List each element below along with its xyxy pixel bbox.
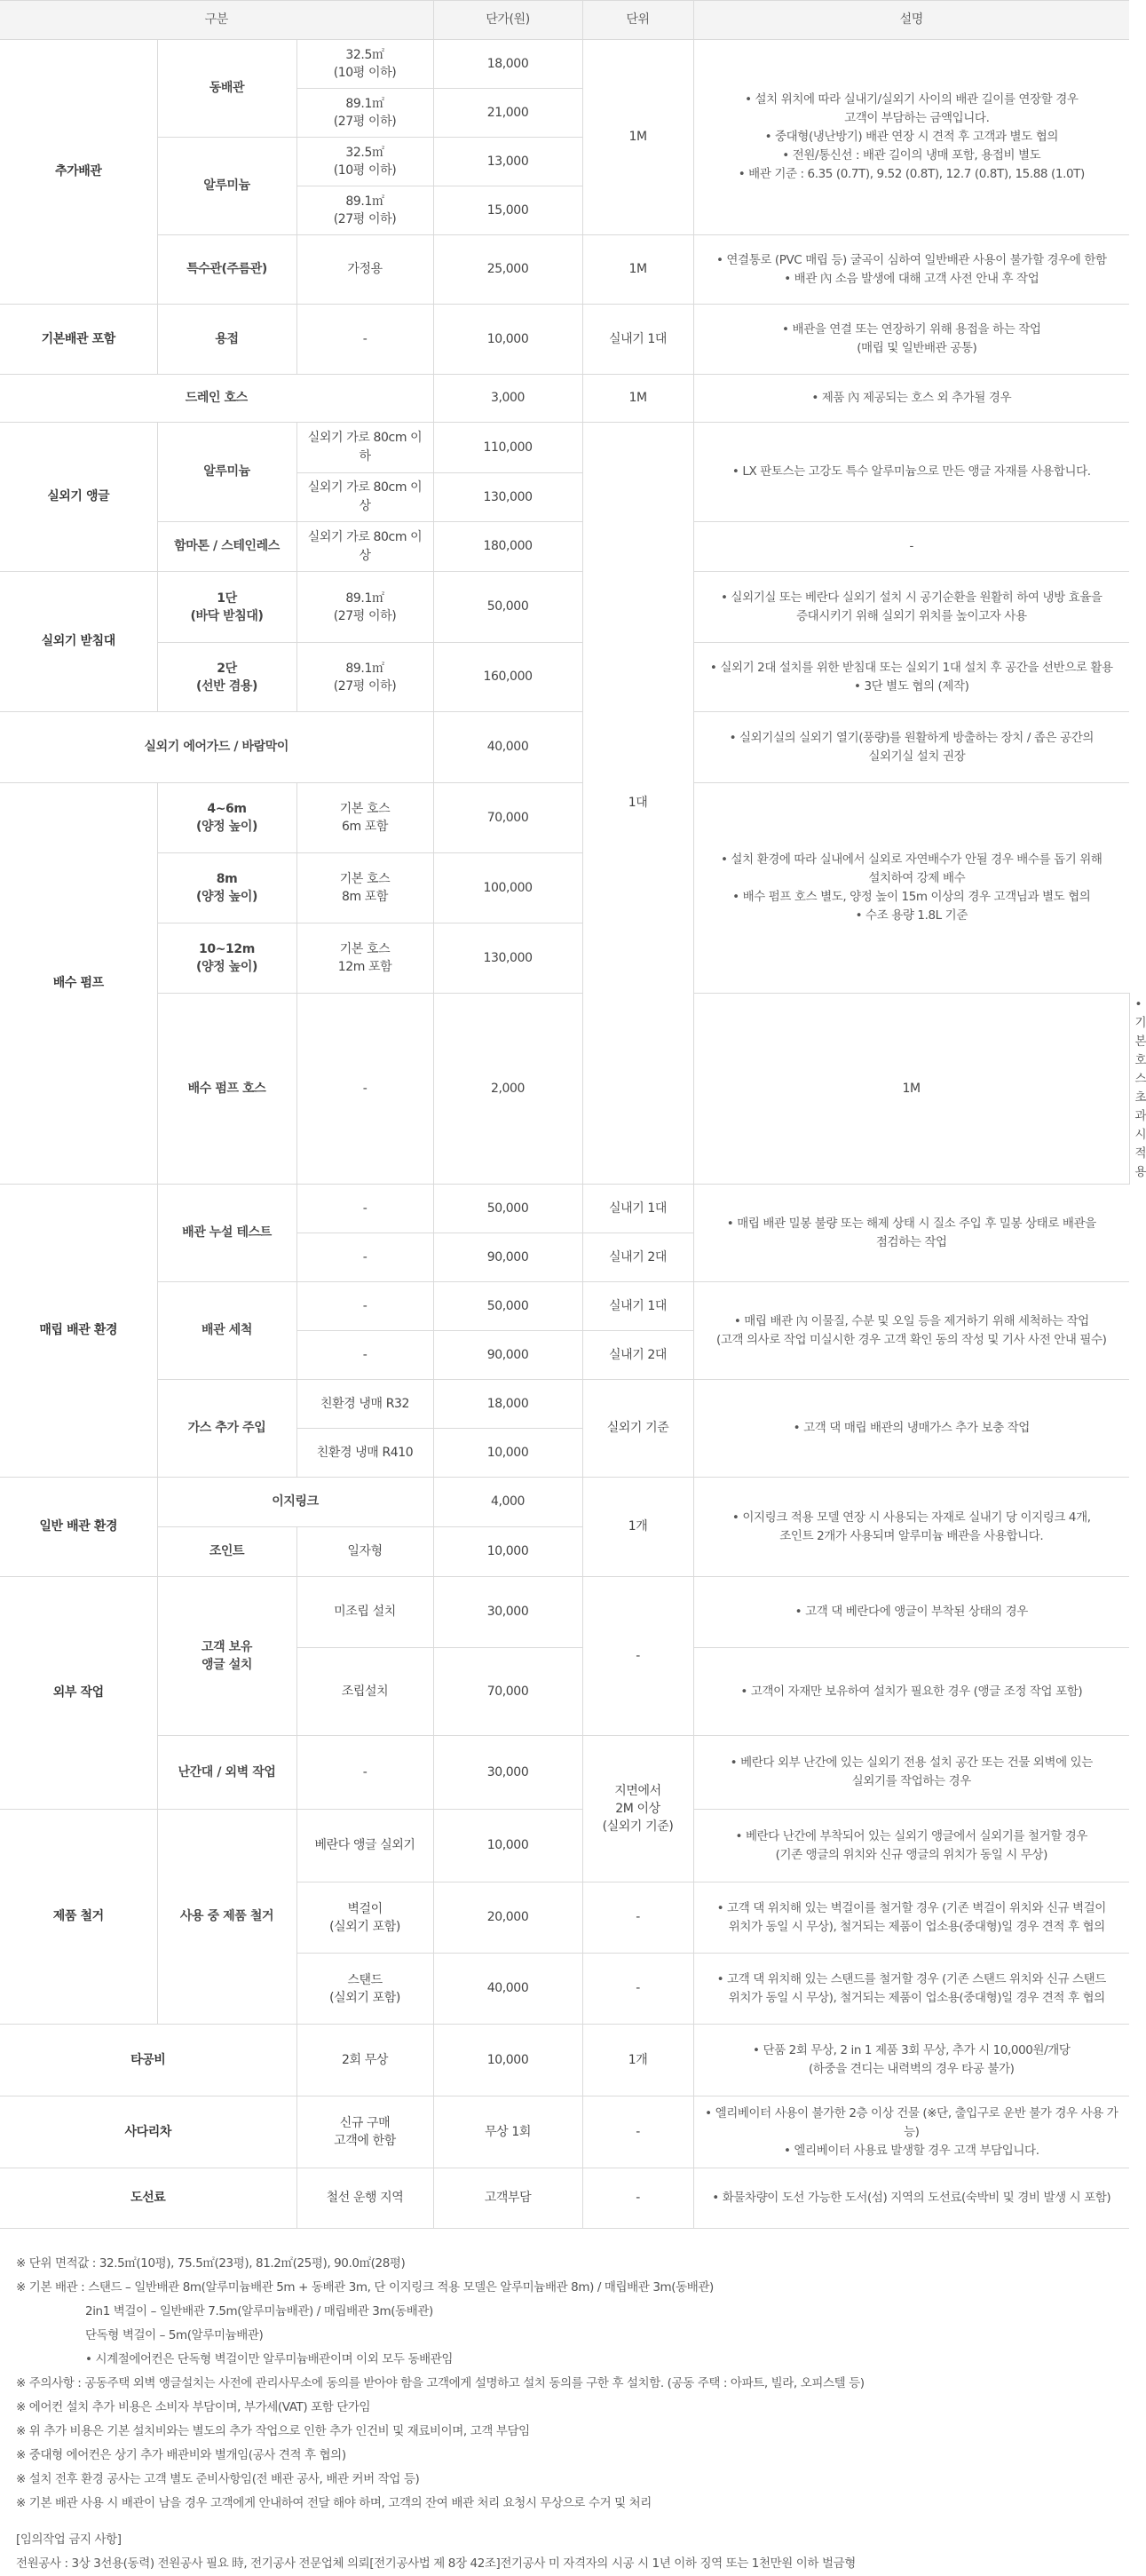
description-cell: [693, 305, 1129, 375]
table-row: 배수 펌프 호스 - 2,000 1M • 기본 호스 초과 시 적용: [0, 994, 1129, 1185]
spec-cell: 미조립 설치: [296, 1577, 433, 1648]
note-basic-pipe-sub: 단독형 벽걸이 – 5m(알루미늄배관): [85, 2328, 264, 2342]
price-cell: 70,000: [433, 1648, 582, 1736]
description-cell: [693, 643, 1129, 712]
unit-cell: 실내기 2대: [582, 1331, 693, 1380]
price-cell: 180,000: [433, 522, 582, 572]
item-pump-height: [157, 853, 296, 923]
item-pump-hose: 배수 펌프 호스: [157, 994, 296, 1185]
spec-line: (10평 이하): [333, 163, 397, 178]
spec-cell: -: [296, 1282, 433, 1331]
spec-cell: -: [296, 1185, 433, 1233]
table-row: [0, 305, 1129, 375]
description-cell: [693, 783, 1129, 994]
price-cell: 100,000: [433, 853, 582, 923]
item-special-pipe: 특수관(주름관): [157, 235, 296, 305]
spec-line: 8m 포함: [341, 890, 389, 904]
price-cell: 20,000: [433, 1882, 582, 1954]
item-drain-hose: 드레인 호스: [0, 375, 433, 423]
spec-line: 89.1㎡: [345, 97, 384, 111]
desc-line: • 중대형(냉난방기) 배관 연장 시 견적 후 고객과 별도 협의: [764, 130, 1058, 144]
item-pump-height: [157, 783, 296, 853]
table-row: [0, 1810, 1129, 1882]
category-general-pipe: 일반 배관 환경: [0, 1478, 157, 1577]
desc-line: • 엘리베이터 사용이 불가한 2층 이상 건물 (※단, 출입구로 운반 불가 경우 사용 가능): [705, 2105, 1118, 2139]
price-cell: 130,000: [433, 923, 582, 994]
price-cell: 10,000: [433, 1429, 582, 1478]
price-cell: 4,000: [433, 1478, 582, 1527]
price-cell: 90,000: [433, 1233, 582, 1282]
desc-line: • 배수 펌프 호스 별도, 양정 높이 15m 이상의 경우 고객님과 별도 협의: [732, 890, 1091, 904]
spec-line: 신규 구매: [339, 2116, 391, 2130]
item-removal: 사용 중 제품 철거: [157, 1810, 296, 2025]
desc-line: • 고객 댁 위치해 있는 스탠드를 철거할 경우 (기존 스탠드 위치와 신규 스탠드: [716, 1971, 1106, 1986]
item-aluminum: 알루미늄: [157, 138, 296, 235]
unit-line: 2M 이상: [615, 1802, 660, 1816]
category-ferry-fee: 도선료: [0, 2168, 296, 2229]
spec-cell: 2회 무상: [296, 2025, 433, 2096]
price-cell: 30,000: [433, 1577, 582, 1648]
unit-cell: -: [582, 1577, 693, 1736]
price-cell: 50,000: [433, 1282, 582, 1331]
description-cell: [693, 1478, 1129, 1577]
category-basic-pipe: 기본배관 포함: [0, 305, 157, 375]
unit-cell: 실내기 1대: [582, 1185, 693, 1233]
spec-cell: [296, 643, 433, 712]
desc-line: • 배관을 연결 또는 연장하기 위해 용접을 하는 작업: [782, 322, 1041, 337]
price-cell: 고객부담: [433, 2168, 582, 2229]
header-price: 단가(원): [433, 1, 582, 40]
category-outside-work: 외부 작업: [0, 1577, 157, 1810]
spec-line: 89.1㎡: [345, 194, 384, 209]
price-cell: 130,000: [433, 473, 582, 522]
unit-line: (실외기 기준): [602, 1819, 674, 1834]
description-cell: [693, 1882, 1129, 1954]
desc-line: (매립 및 일반배관 공통): [857, 341, 977, 355]
table-row: [0, 235, 1129, 305]
desc-line: • 고객 댁 위치해 있는 벽걸이를 철거할 경우 (기존 벽걸이 위치와 신규 벽걸이: [716, 1900, 1106, 1915]
unit-cell: 1M: [582, 375, 693, 423]
category-outdoor-stand: 실외기 받침대: [0, 572, 157, 712]
spec-cell: 친환경 냉매 R32: [296, 1380, 433, 1429]
spec-cell: [296, 923, 433, 994]
price-cell: 10,000: [433, 2025, 582, 2096]
note-cost: ※ 에어컨 설치 추가 비용은 소비자 부담이며, 부가세(VAT) 포함 단가임: [16, 2400, 371, 2414]
description-cell: [693, 1736, 1129, 1810]
unit-cell: -: [582, 1954, 693, 2025]
spec-cell: -: [296, 994, 433, 1185]
item-pipe-cleaning: 배관 세척: [157, 1282, 296, 1380]
desc-line: • 단품 2회 무상, 2 in 1 제품 3회 무상, 추가 시 10,000원/개당: [753, 2043, 1071, 2057]
spec-line: 32.5㎡: [345, 48, 384, 62]
price-cell: 18,000: [433, 40, 582, 89]
item-gas-refill: 가스 추가 주입: [157, 1380, 296, 1478]
spec-cell: [296, 138, 433, 186]
spec-cell: 철선 운행 지역: [296, 2168, 433, 2229]
price-cell: 무상 1회: [433, 2096, 582, 2168]
table-row: [0, 1380, 1129, 1429]
desc-line: 실외기실 설치 권장: [868, 749, 966, 764]
spec-cell: [296, 572, 433, 643]
price-cell: 110,000: [433, 423, 582, 473]
spec-cell: [296, 40, 433, 89]
desc-line: • 실외기실의 실외기 열기(풍량)를 원활하게 방출하는 장치 / 좁은 공간의: [729, 730, 1094, 745]
desc-line: 증대시키기 위해 실외기 위치를 높이고자 사용: [795, 608, 1027, 623]
item-line: 2단: [217, 661, 237, 676]
item-pump-height: [157, 923, 296, 994]
note-leftover-pipe: ※ 기본 배관 사용 시 배관이 남을 경우 고객에게 안내하여 전달 해야 하며, 고객의 잔여 배관 처리 요청시 무상으로 수거 및 처리: [16, 2496, 652, 2510]
category-buried-pipe: 매립 배관 환경: [0, 1185, 157, 1478]
item-easylink: 이지링크: [157, 1478, 433, 1527]
note-unit-area: ※ 단위 면적값 : 32.5㎡(10평), 75.5㎡(23평), 81.2㎡(25평), 90.0㎡(28평): [16, 2256, 406, 2271]
category-drain-pump: 배수 펌프: [0, 783, 157, 1185]
unit-cell: -: [582, 2168, 693, 2229]
spec-cell: [296, 1954, 433, 2025]
desc-line: • 매립 배관 內 이물질, 수분 및 오일 등을 제거하기 위해 세척하는 작업: [733, 1313, 1089, 1328]
price-cell: 13,000: [433, 138, 582, 186]
spec-cell: -: [296, 1736, 433, 1810]
price-cell: 70,000: [433, 783, 582, 853]
spec-cell: 친환경 냉매 R410: [296, 1429, 433, 1478]
description-cell: [693, 1185, 1129, 1282]
item-leak-test: 배관 누설 테스트: [157, 1185, 296, 1282]
spec-line: (10평 이하): [333, 66, 397, 80]
spec-cell: 실외기 가로 80cm 이하: [296, 423, 433, 473]
spec-cell: [296, 2096, 433, 2168]
desc-line: (하중을 견디는 내력벽의 경우 타공 불가): [809, 2062, 1015, 2076]
desc-line: • 설치 환경에 따라 실내에서 실외로 자연배수가 안될 경우 배수를 돕기 위해: [720, 852, 1103, 867]
spec-line: 기본 호스: [339, 872, 391, 886]
spec-line: (실외기 포함): [329, 1919, 400, 1934]
header-category: 구분: [0, 1, 433, 40]
table-row: [0, 1185, 1129, 1233]
desc-line: 위치가 동일 시 무상), 철거되는 제품이 업소용(중대형)일 경우 견적 후 협의: [728, 1919, 1105, 1934]
desc-line: • 베란다 외부 난간에 있는 실외기 전용 설치 공간 또는 건물 외벽에 있는: [730, 1756, 1093, 1770]
description-cell: [693, 1282, 1129, 1380]
spec-cell: -: [296, 1331, 433, 1380]
item-line: (양정 높이): [196, 960, 257, 974]
table-row: [0, 40, 1129, 89]
spec-cell: [296, 89, 433, 138]
unit-cell: [582, 1736, 693, 1882]
description-cell: [693, 572, 1129, 643]
item-angle-aluminum: 알루미늄: [157, 423, 296, 522]
description-cell: • 고객이 자재만 보유하여 설치가 필요한 경우 (앵글 조정 작업 포함): [693, 1648, 1129, 1736]
unit-cell: -: [582, 1882, 693, 1954]
item-stand-1: [157, 572, 296, 643]
item-copper: 동배관: [157, 40, 296, 138]
description-cell: • 제품 內 제공되는 호스 외 추가될 경우: [693, 375, 1129, 423]
price-cell: 40,000: [433, 712, 582, 783]
unit-cell: 1M: [582, 40, 693, 235]
spec-cell: 조립설치: [296, 1648, 433, 1736]
price-cell: 15,000: [433, 186, 582, 235]
unit-cell: 실내기 2대: [582, 1233, 693, 1282]
price-cell: 10,000: [433, 1527, 582, 1577]
spec-line: (27평 이하): [333, 115, 397, 129]
desc-line: • 실외기실 또는 베란다 실외기 설치 시 공기순환을 원활히 하여 냉방 효율을: [720, 590, 1103, 605]
desc-line: • 연결통로 (PVC 매립 등) 굴곡이 심하여 일반배관 사용이 불가할 경우에 한함: [715, 252, 1107, 267]
price-cell: 90,000: [433, 1331, 582, 1380]
table-row: [0, 1282, 1129, 1331]
spec-line: 89.1㎡: [345, 590, 384, 606]
table-row: [0, 2096, 1129, 2168]
category-drilling: 타공비: [0, 2025, 296, 2096]
description-cell: [693, 2025, 1129, 2096]
table-header-row: [0, 1, 1129, 40]
header-unit: 단위: [582, 1, 693, 40]
notes-section: [0, 2229, 1129, 2576]
description-cell: [693, 40, 1129, 235]
unit-cell: 실외기 기준: [582, 1380, 693, 1478]
price-cell: 3,000: [433, 375, 582, 423]
description-cell: • LX 판토스는 고강도 특수 알루미늄으로 만든 앵글 자재를 사용합니다.: [693, 423, 1129, 522]
category-outdoor-angle: 실외기 앵글: [0, 423, 157, 572]
law-text: 전원공사 : 3상 3선용(동력) 전원공사 필요 時, 전기공사 전문업체 의뢰[전기공사법 제 8장 42조]전기공사 미 자격자의 시공 시 1년 이하 징역 또는 1천만원 이하 벌금형: [16, 2556, 856, 2571]
unit-cell: 1개: [582, 2025, 693, 2096]
spec-line: (27평 이하): [333, 608, 397, 623]
note-basic-pipe-sub: 2in1 벽걸이 – 일반배관 7.5m(알루미늄배관) / 매립배관 3m(동배관): [85, 2304, 433, 2318]
desc-line: • 3단 별도 협의 (제작): [854, 678, 969, 694]
note-basic-pipe-sub: • 시계절에어컨은 단독형 벽걸이만 알루미늄배관이며 이외 모두 동배관임: [85, 2352, 454, 2366]
unit-cell: 1M: [582, 235, 693, 305]
item-line: (양정 높이): [196, 890, 257, 904]
description-cell: [693, 2096, 1129, 2168]
desc-line: • 설치 위치에 따라 실내기/실외기 사이의 배관 길이를 연장할 경우: [745, 92, 1079, 107]
spec-cell: -: [296, 305, 433, 375]
desc-line: (고객 의사로 작업 미실시한 경우 고객 확인 동의 작성 및 기사 사전 안내 필수): [716, 1332, 1107, 1347]
spec-line: 기본 호스: [339, 802, 391, 816]
spec-cell: [296, 783, 433, 853]
desc-line: • 배관 內 소음 발생에 대해 고객 사전 안내 후 작업: [784, 271, 1039, 286]
desc-line: 실외기를 작업하는 경우: [851, 1774, 971, 1788]
note-extra: ※ 위 추가 비용은 기본 설치비와는 별도의 추가 작업으로 인한 추가 인건비 및 재료비이며, 고객 부담임: [16, 2424, 530, 2438]
header-description: 설명: [693, 1, 1129, 40]
table-row: [0, 712, 1129, 783]
spec-cell: 베란다 앵글 실외기: [296, 1810, 433, 1882]
spec-cell: -: [296, 1233, 433, 1282]
spec-line: 32.5㎡: [345, 146, 384, 160]
price-cell: 10,000: [433, 305, 582, 375]
item-air-guard: 실외기 에어가드 / 바람막이: [0, 712, 433, 783]
price-cell: 10,000: [433, 1810, 582, 1882]
item-line: 고객 보유: [202, 1640, 252, 1654]
spec-cell: [296, 186, 433, 235]
table-row: [0, 522, 1129, 572]
spec-line: (27평 이하): [333, 212, 397, 226]
description-cell: [693, 1810, 1129, 1882]
unit-cell: -: [582, 2096, 693, 2168]
desc-line: • 배관 기준 : 6.35 (0.7T), 9.52 (0.8T), 12.7 (0.8T), 15.88 (1.0T): [738, 167, 1085, 181]
description-cell: • 화물차량이 도선 가능한 도서(섬) 지역의 도선료(숙박비 및 경비 발생 시 포함): [693, 2168, 1129, 2229]
item-welding: 용접: [157, 305, 296, 375]
price-cell: 25,000: [433, 235, 582, 305]
spec-cell: 실외기 가로 80cm 이상: [296, 522, 433, 572]
table-row: [0, 1577, 1129, 1648]
table-row: [0, 375, 1129, 423]
desc-line: • 수조 용량 1.8L 기준: [855, 908, 968, 923]
desc-line: • 베란다 난간에 부착되어 있는 실외기 앵글에서 실외기를 철거할 경우: [735, 1828, 1088, 1843]
description-cell: [693, 712, 1129, 783]
unit-cell: 실내기 1대: [582, 305, 693, 375]
item-line: 10~12m: [199, 942, 255, 956]
note-basic-pipe: ※ 기본 배관 : 스탠드 – 일반배관 8m(알루미늄배관 5m + 동배관 3m, 단 이지링크 적용 모델은 알루미늄배관 8m) / 매립배관 3m(동배관): [16, 2280, 714, 2295]
spec-line: 벽걸이: [347, 1901, 383, 1916]
price-cell: 30,000: [433, 1736, 582, 1810]
note-caution: ※ 주의사항 : 공동주택 외벽 앵글설치는 사전에 관리사무소에 동의를 받아야 함을 고객에게 설명하고 설치 동의를 구한 후 설치함. (공동 주택 : 아파트, 빌라, 오피스텔 등): [16, 2376, 865, 2390]
item-stand-2: [157, 643, 296, 712]
item-line: (양정 높이): [196, 820, 257, 834]
spec-line: 기본 호스: [339, 942, 391, 956]
item-joint: 조인트: [157, 1527, 296, 1577]
desc-line: • 이지링크 적용 모델 연장 시 사용되는 자재로 실내기 당 이지링크 4개,: [731, 1510, 1091, 1525]
description-cell: [693, 1954, 1129, 2025]
item-line: 8m: [216, 872, 238, 886]
category-removal: 제품 철거: [0, 1810, 157, 2025]
desc-line: • 매립 배관 밀봉 불량 또는 해제 상태 시 질소 주입 후 밀봉 상태로 배관을: [726, 1216, 1096, 1231]
item-line: 4~6m: [207, 802, 247, 816]
unit-cell: 1개: [582, 1478, 693, 1577]
item-angle-galvanized: 함마톤 / 스테인레스: [157, 522, 296, 572]
table-row: [0, 1736, 1129, 1810]
desc-line: • 엘리베이터 사용료 발생할 경우 고객 부담입니다.: [783, 2143, 1039, 2158]
desc-line: • 전원/통신선 : 배관 길이의 냉매 포함, 용접비 별도: [782, 148, 1041, 162]
unit-cell: 1M: [693, 994, 1129, 1185]
description-cell: [693, 235, 1129, 305]
item-line: (바닥 받침대): [190, 608, 264, 623]
price-cell: 21,000: [433, 89, 582, 138]
spec-line: 스탠드: [347, 1972, 383, 1987]
spec-line: 6m 포함: [341, 820, 389, 834]
note-large-ac: ※ 중대형 에어컨은 상기 추가 배관비와 별개임(공사 견적 후 협의): [16, 2448, 346, 2462]
desc-line: 고객이 부담하는 금액입니다.: [844, 111, 990, 125]
spec-line: 12m 포함: [337, 960, 392, 974]
item-railing-work: 난간대 / 외벽 작업: [157, 1736, 296, 1810]
spec-cell: [296, 853, 433, 923]
desc-line: 점검하는 작업: [875, 1234, 947, 1249]
table-row: [0, 423, 1129, 473]
spec-line: 89.1㎡: [345, 661, 384, 676]
description-cell: -: [693, 522, 1129, 572]
spec-line: (27평 이하): [333, 678, 397, 694]
table-row: [0, 783, 1129, 853]
table-row: [0, 2168, 1129, 2229]
note-env-work: ※ 설치 전후 환경 공사는 고객 별도 준비사항임(전 배관 공사, 배관 커버 작업 등): [16, 2472, 420, 2486]
item-line: 앵글 설치: [202, 1658, 252, 1672]
desc-line: 조인트 2개가 사용되며 알루미늄 배관을 사용합니다.: [779, 1528, 1044, 1543]
item-line: 1단: [217, 590, 237, 606]
law-title: [임의작업 금지 사항]: [16, 2532, 122, 2547]
price-cell: 2,000: [433, 994, 582, 1185]
spec-cell: 가정용: [296, 235, 433, 305]
desc-line: • 실외기 2대 설치를 위한 받침대 또는 실외기 1대 설치 후 공간을 선반으로 활용: [709, 660, 1113, 675]
table-row: [0, 1478, 1129, 1527]
table-row: [0, 572, 1129, 643]
spec-line: (실외기 포함): [329, 1990, 400, 2005]
desc-line: 위치가 동일 시 무상), 철거되는 제품이 업소용(중대형)일 경우 견적 후 협의: [728, 1990, 1105, 2005]
unit-cell: 실내기 1대: [582, 1282, 693, 1331]
description-cell: • 고객 댁 베란다에 앵글이 부착된 상태의 경우: [693, 1577, 1129, 1648]
table-row: [0, 643, 1129, 712]
unit-line: 지면에서: [614, 1784, 661, 1798]
price-cell: 50,000: [433, 572, 582, 643]
spec-cell: 일자형: [296, 1527, 433, 1577]
spec-line: 고객에 한함: [334, 2134, 396, 2148]
price-cell: 40,000: [433, 1954, 582, 2025]
price-cell: 18,000: [433, 1380, 582, 1429]
item-line: (선반 겸용): [196, 678, 257, 694]
notes-gap: [16, 2516, 1113, 2528]
unit-cell: 1대: [582, 423, 693, 1185]
category-ladder-truck: 사다리차: [0, 2096, 296, 2168]
table-row: [0, 2025, 1129, 2096]
item-own-angle: [157, 1577, 296, 1736]
description-cell: • 고객 댁 매립 배관의 냉매가스 추가 보충 작업: [693, 1380, 1129, 1478]
price-cell: 50,000: [433, 1185, 582, 1233]
spec-cell: [296, 1882, 433, 1954]
price-cell: 160,000: [433, 643, 582, 712]
desc-line: (기존 앵글의 위치와 신규 앵글의 위치가 동일 시 무상): [775, 1847, 1047, 1862]
spec-cell: 실외기 가로 80cm 이상: [296, 473, 433, 522]
desc-line: 설치하여 강제 배수: [868, 871, 966, 885]
category-add-pipe: 추가배관: [0, 40, 157, 305]
